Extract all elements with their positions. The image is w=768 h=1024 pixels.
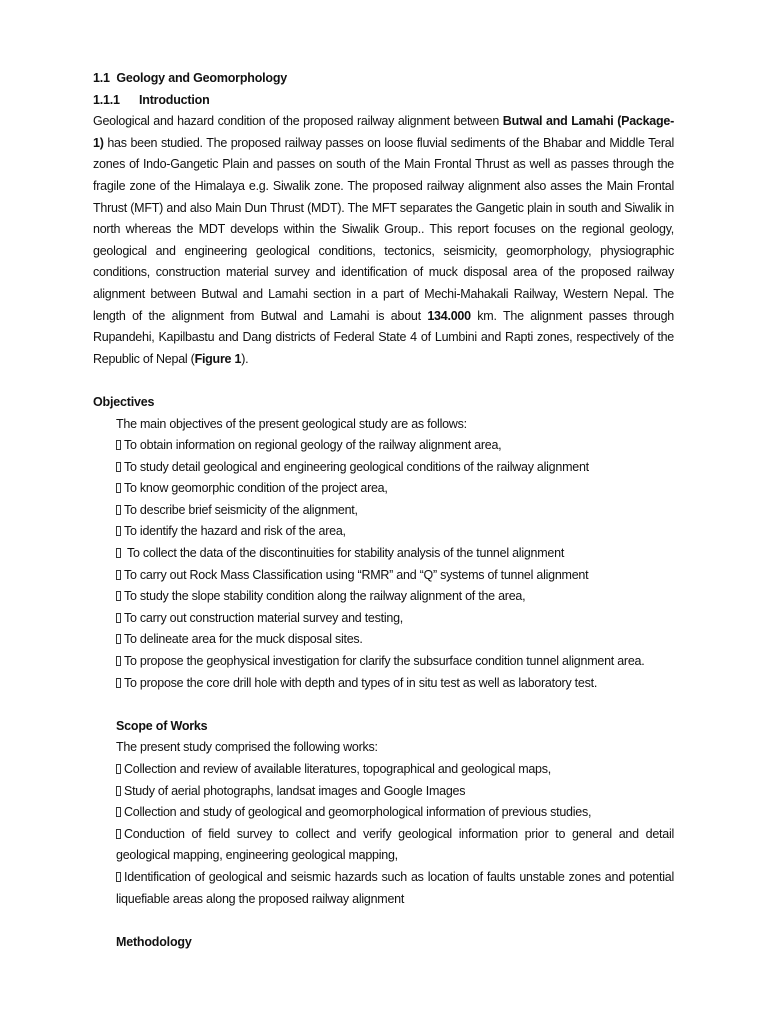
bullet-icon bbox=[116, 591, 121, 601]
list-item bbox=[116, 781, 674, 803]
bullet-icon bbox=[116, 634, 121, 644]
bullet-icon bbox=[116, 526, 121, 536]
list-item-text: To propose the geophysical investigation for clarify the subsurface condition tunnel alignment area. bbox=[124, 654, 645, 669]
list-item-text: Collection and review of available literatures, topographical and geological maps, bbox=[124, 762, 551, 776]
methodology-heading: Methodology bbox=[116, 934, 192, 949]
bullet-icon bbox=[116, 440, 121, 450]
scope-heading: Scope of Works bbox=[116, 718, 208, 733]
spacer bbox=[116, 910, 674, 932]
list-item bbox=[116, 565, 674, 587]
list-item-text: To study detail geological and engineering geological conditions of the railway alignment bbox=[124, 459, 589, 474]
list-item-text: To obtain information on regional geology of the railway alignment area, bbox=[124, 438, 502, 453]
list-item bbox=[116, 673, 674, 695]
list-item bbox=[116, 651, 674, 673]
intro-text-3: km. The alignment passes through Rupandehi, Kapilbastu and Dang districts of Federal State 4 of Lumbini and Rapti zones, respectively of the Republic of Nepal ( bbox=[93, 308, 675, 366]
bullet-icon bbox=[116, 656, 121, 666]
list-item bbox=[116, 629, 674, 651]
list-item bbox=[116, 802, 674, 824]
section-heading bbox=[93, 68, 674, 90]
list-item-text: To study the slope stability condition along the railway alignment of the area, bbox=[124, 589, 526, 604]
intro-text-1: Geological and hazard condition of the proposed railway alignment between bbox=[93, 114, 503, 129]
list-item bbox=[116, 500, 674, 522]
list-item-text: Collection and study of geological and geomorphological information of previous studies, bbox=[124, 805, 592, 820]
bullet-icon bbox=[116, 764, 121, 774]
bullet-icon bbox=[116, 548, 121, 558]
list-item bbox=[116, 759, 674, 781]
list-item bbox=[116, 457, 674, 479]
bullet-icon bbox=[116, 483, 121, 493]
intro-bold-length: 134.000 bbox=[427, 308, 471, 323]
introduction-paragraph bbox=[93, 111, 674, 370]
intro-text-2: has been studied. The proposed railway passes on loose fluvial sediments of the Bhabar and Middle Teral zones of Indo-Gangetic Plain and passes on south of the Main Frontal Thrust as well as passes through the fragile zone of the Himalaya e.g. Siwalik zone. The proposed railway alignment also asses the Main Frontal Thrust (MFT) and also Main Dun Thrust (MDT). The MFT separates the Gangetic plain in south and Siwalik in north whereas the MDT develops within the Siwalik Group.. This report focuses on the regional geology, geological and engineering geological conditions, tectonics, seismicity, geomorphology, physiographic conditions, construction material survey and identification of muck disposal area of the proposed railway alignment between Butwal and Lamahi section in a part of Mechi-Mahakali Railway, Western Nepal. The length of the alignment from Butwal and Lamahi is about bbox=[93, 135, 674, 323]
list-item-text: Study of aerial photographs, landsat images and Google Images bbox=[124, 783, 466, 798]
scope-lead: The present study comprised the following works: bbox=[116, 740, 378, 755]
list-item bbox=[116, 435, 674, 457]
list-item bbox=[116, 824, 674, 867]
bullet-icon bbox=[116, 678, 121, 688]
list-item bbox=[116, 586, 674, 608]
list-item-text: To know geomorphic condition of the project area, bbox=[124, 481, 388, 496]
spacer bbox=[93, 370, 674, 392]
list-item bbox=[116, 608, 674, 630]
list-item-text: To delineate area for the muck disposal sites. bbox=[124, 632, 363, 647]
bullet-icon bbox=[116, 613, 121, 623]
list-item-text: To identify the hazard and risk of the area, bbox=[124, 524, 346, 539]
list-item bbox=[116, 478, 674, 500]
subsection-title: Introduction bbox=[139, 92, 210, 107]
objectives-lead: The main objectives of the present geological study are as follows: bbox=[116, 416, 467, 431]
subsection-number: 1.1.1 bbox=[93, 92, 120, 107]
bullet-icon bbox=[116, 505, 121, 515]
subsection-heading bbox=[93, 90, 674, 112]
list-item bbox=[116, 521, 674, 543]
intro-bold-figure: Figure 1 bbox=[194, 351, 242, 366]
bullet-icon bbox=[116, 807, 121, 817]
list-item-text: To describe brief seismicity of the alignment, bbox=[124, 502, 358, 517]
list-item-text: To carry out Rock Mass Classification using “RMR” and “Q” systems of tunnel alignment bbox=[124, 567, 589, 582]
section-number: 1.1 bbox=[93, 71, 110, 85]
intro-bold-project: Butwal and Lamahi (Package-1) bbox=[93, 114, 675, 150]
list-item-text: To propose the core drill hole with depth and types of in situ test as well as laboratory test. bbox=[124, 675, 598, 690]
bullet-icon bbox=[116, 872, 121, 882]
bullet-icon bbox=[116, 570, 121, 580]
list-item-text: Identification of geological and seismic hazards such as location of faults unstable zones and potential liquefiable areas along the proposed railway alignment bbox=[116, 869, 674, 906]
list-item bbox=[116, 867, 674, 910]
bullet-icon bbox=[116, 829, 121, 839]
list-item-text: To carry out construction material survey and testing, bbox=[124, 610, 403, 625]
list-item bbox=[116, 543, 674, 565]
list-item-text: Conduction of field survey to collect and verify geological information prior to general and detail geological mapping, engineering geological mapping, bbox=[116, 826, 674, 863]
spacer bbox=[93, 694, 674, 716]
section-title: Geology and Geomorphology bbox=[116, 71, 288, 85]
list-item-text: To collect the data of the discontinuities for stability analysis of the tunnel alignment bbox=[124, 546, 565, 561]
objectives-block bbox=[116, 414, 674, 695]
bullet-icon bbox=[116, 786, 121, 796]
intro-text-4: ). bbox=[241, 351, 249, 366]
objectives-heading: Objectives bbox=[93, 394, 155, 409]
scope-block bbox=[116, 716, 674, 954]
bullet-icon bbox=[116, 462, 121, 472]
